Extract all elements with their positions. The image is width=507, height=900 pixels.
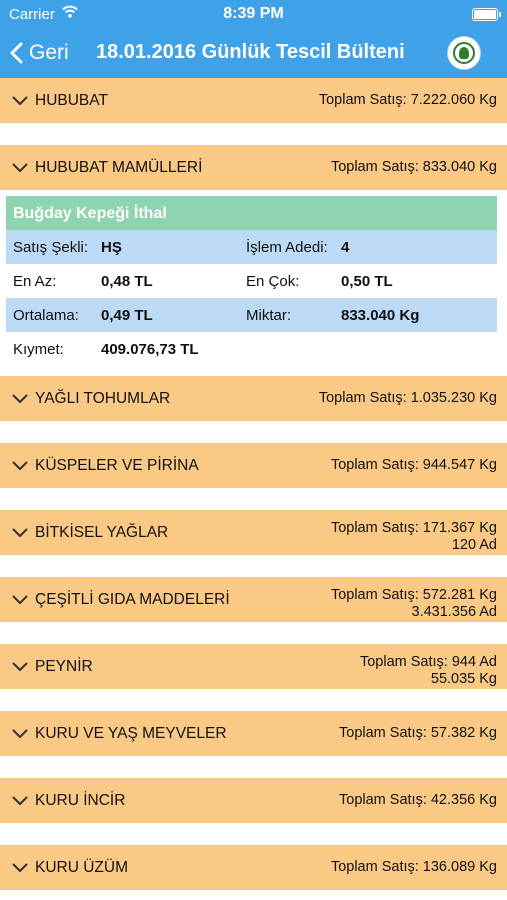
category-name: HUBUBAT MAMÜLLERİ [35,159,203,176]
average-price-label: Ortalama: [13,307,79,324]
detail-header [6,196,497,230]
category-row[interactable] [0,376,507,421]
category-name: KURU VE YAŞ MEYVELER [35,725,227,742]
transaction-count-value: 4 [341,239,350,256]
category-total [339,725,497,742]
category-total [339,792,497,809]
status-bar [0,0,507,28]
detail-row-sale-type [6,230,497,264]
category-name: ÇEŞİTLİ GIDA MADDELERİ [35,591,230,608]
chevron-down-icon [12,160,28,178]
category-name: BİTKİSEL YAĞLAR [35,524,169,541]
category-name: YAĞLI TOHUMLAR [35,390,171,407]
chevron-down-icon [12,93,28,111]
category-row[interactable] [0,577,507,622]
average-price-value: 0,49 TL [101,307,153,324]
logo-icon [447,36,481,70]
nav-bar [0,28,507,78]
category-total-line: Toplam Satış: 944 Ad [359,654,497,670]
quantity-value: 833.040 Kg [341,307,420,324]
max-price-value: 0,50 TL [341,273,393,290]
page-title: 18.01.2016 Günlük Tescil Bülteni [96,41,405,63]
category-total-line: 3.431.356 Ad [411,604,497,620]
category-total [331,859,497,876]
category-total [319,92,497,109]
back-button-label: Geri [29,41,69,64]
battery-icon [472,8,498,21]
chevron-down-icon [12,525,28,543]
detail-product-name: Buğday Kepeği İthal [13,205,167,222]
category-row[interactable] [0,711,507,756]
category-total-line: Toplam Satış: 572.281 Kg [330,587,497,603]
carrier-label: Carrier [9,6,55,23]
category-total-line: Toplam Satış: 7.222.060 Kg [318,92,497,108]
back-button[interactable] [10,38,69,68]
sale-type-label: Satış Şekli: [13,239,89,256]
category-row[interactable] [0,845,507,890]
category-total-line: Toplam Satış: 171.367 Kg [330,520,497,536]
total-value-label: Kıymet: [13,341,64,358]
chevron-down-icon [12,860,28,878]
category-name: HUBUBAT [35,92,108,109]
category-total-line: Toplam Satış: 136.089 Kg [330,859,497,875]
detail-row-min-max [6,264,497,298]
category-total-line: Toplam Satış: 42.356 Kg [339,792,497,808]
category-total [360,654,497,688]
chevron-down-icon [12,592,28,610]
chevron-down-icon [12,391,28,409]
detail-row-avg-qty [6,298,497,332]
category-total [331,520,497,554]
category-total-line: Toplam Satış: 1.035.230 Kg [318,390,497,406]
category-total [319,390,497,407]
category-name: KURU İNCİR [35,792,126,809]
min-price-label: En Az: [13,273,57,290]
min-price-value: 0,48 TL [101,273,153,290]
total-value-value: 409.076,73 TL [101,341,199,358]
category-total [331,457,497,474]
transaction-count-label: İşlem Adedi: [246,239,328,256]
top-bar [0,0,507,78]
category-total-line: 55.035 Kg [430,671,497,687]
clock: 8:39 PM [223,5,284,22]
category-name: PEYNİR [35,658,93,675]
category-total-line: Toplam Satış: 944.547 Kg [330,457,497,473]
detail-row-value [6,332,497,366]
category-row[interactable] [0,778,507,823]
category-name: KURU ÜZÜM [35,859,128,876]
category-total [331,587,497,621]
category-row[interactable] [0,145,507,190]
category-name: KÜSPELER VE PİRİNA [35,457,199,474]
chevron-down-icon [12,659,28,677]
category-row[interactable] [0,644,507,689]
category-row[interactable] [0,78,507,123]
category-total [331,159,497,176]
category-total-line: Toplam Satış: 833.040 Kg [330,159,497,175]
category-total-line: 120 Ad [451,537,497,553]
chevron-down-icon [12,458,28,476]
quantity-label: Miktar: [246,307,291,324]
category-row[interactable] [0,443,507,488]
category-total-line: Toplam Satış: 57.382 Kg [339,725,497,741]
chevron-down-icon [12,726,28,744]
chevron-left-icon [10,42,23,64]
chevron-down-icon [12,793,28,811]
sale-type-value: HŞ [101,239,122,256]
max-price-label: En Çok: [246,273,300,290]
category-row[interactable] [0,510,507,555]
